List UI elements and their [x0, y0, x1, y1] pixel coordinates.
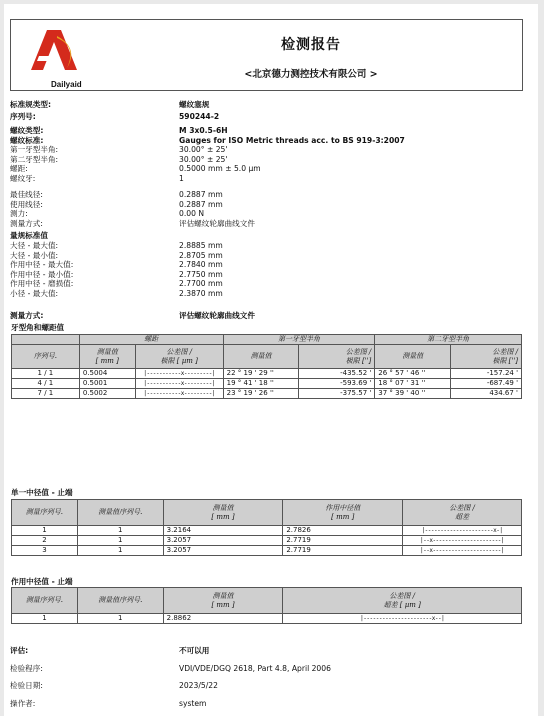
wire-info	[10, 190, 530, 228]
thread-info	[10, 126, 530, 184]
column-header: 测量值 [ mm ]	[163, 500, 283, 526]
table-cell: 2.8862	[163, 614, 283, 624]
field-value: 30.00° ± 25'	[179, 154, 228, 164]
tolerance-bar: |-----------x---------|	[135, 389, 223, 399]
table-cell: 3	[12, 546, 78, 556]
table-cell: -375.57 '	[299, 389, 375, 399]
table-cell: 434.67 '	[451, 389, 522, 399]
table-row	[12, 369, 522, 379]
tolerance-bar: |----------------------x--|	[283, 614, 522, 624]
field-value: 1	[179, 173, 184, 183]
info-row	[10, 660, 530, 678]
group-first-half-angle: 第一牙型半角	[223, 335, 375, 345]
thread-angle-pitch-table	[11, 334, 522, 399]
info-row	[10, 695, 530, 713]
table-cell: 1	[12, 614, 78, 624]
field-label: 检验日期:	[10, 681, 43, 690]
field-label: 螺纹牙:	[10, 173, 36, 183]
table-cell: 1	[77, 546, 163, 556]
evaluation-footer	[10, 642, 530, 712]
info-row	[10, 99, 530, 111]
column-header: 测量序列号.	[12, 588, 78, 614]
method-row	[10, 310, 530, 319]
gauge-standard	[10, 230, 530, 299]
info-row	[10, 209, 530, 219]
table-cell: -435.52 '	[299, 369, 375, 379]
column-header: 公差图 / 极限 ['']	[299, 345, 375, 369]
field-value: 590244-2	[179, 111, 220, 121]
table-cell: 18 ° 07 ' 31 ''	[375, 379, 451, 389]
table-cell: -593.69 '	[299, 379, 375, 389]
table-cell: 1	[12, 526, 78, 536]
table-cell: 1	[77, 614, 163, 624]
column-header: 测量值序列号.	[77, 500, 163, 526]
table-cell: 1 / 1	[12, 369, 80, 379]
report-header	[10, 19, 523, 91]
field-value: 0.2887 mm	[179, 199, 223, 209]
table-cell: 2.7719	[283, 546, 403, 556]
field-label: 使用线径:	[10, 199, 43, 209]
info-row	[10, 241, 530, 251]
field-value: VDI/VDE/DGQ 2618, Part 4.8, April 2006	[179, 663, 331, 673]
column-header: 公差图 / 超差 [ µm ]	[283, 588, 522, 614]
field-value: M 3x0.5-6H	[179, 126, 228, 135]
field-label: 螺纹类型:	[10, 126, 44, 135]
table-cell: 3.2057	[163, 536, 283, 546]
tolerance-bar: |----------------------x-|	[403, 526, 522, 536]
table-cell: 22 ° 19 ' 29 ''	[223, 369, 299, 379]
field-label: 测力:	[10, 209, 28, 219]
table2-title: 单一中径值 - 止端	[11, 488, 73, 497]
field-label: 检验程序:	[10, 663, 43, 673]
table-cell: 3.2164	[163, 526, 283, 536]
field-label: 大径 - 最大值:	[10, 241, 59, 250]
info-row	[10, 190, 530, 200]
table-row	[12, 546, 522, 556]
field-label: 测量方式:	[10, 218, 43, 228]
column-header: 测量值	[375, 345, 451, 369]
column-header: 作用中径值 [ mm ]	[283, 500, 403, 526]
field-label: 评估:	[10, 646, 29, 655]
info-row	[10, 260, 530, 270]
field-value: 2.7840 mm	[179, 260, 223, 270]
field-value: 2.8705 mm	[179, 250, 223, 260]
field-value: 螺纹塞规	[179, 100, 210, 109]
basic-info	[10, 99, 530, 122]
company-logo	[17, 26, 97, 89]
field-label: 作用中径 - 最大值:	[10, 260, 74, 270]
group-second-half-angle: 第二牙型半角	[375, 335, 522, 345]
tolerance-bar: |-----------x---------|	[135, 369, 223, 379]
field-label: 作用中径 - 磨损值:	[10, 279, 74, 289]
info-row	[10, 111, 530, 123]
tolerance-bar: |--x----------------------|	[403, 536, 522, 546]
field-label: 第一牙型半角:	[10, 145, 59, 155]
company-name: <北京德力测控技术有限公司 >	[244, 69, 378, 80]
field-label: 操作者:	[10, 698, 36, 708]
table-row	[12, 526, 522, 536]
table-row	[12, 389, 522, 399]
field-value: 2.7700 mm	[179, 279, 223, 289]
table3-title: 作用中径值 - 止端	[11, 577, 73, 586]
column-header: 公差图 / 极限 ['']	[451, 345, 522, 369]
field-value: 0.2887 mm	[179, 190, 223, 199]
table-cell: 3.2057	[163, 546, 283, 556]
field-value: 0.5000 mm ± 5.0 µm	[179, 164, 261, 174]
tolerance-bar: |--x----------------------|	[403, 546, 522, 556]
table-cell: 1	[77, 526, 163, 536]
info-row	[10, 126, 530, 136]
field-value: 不可以用	[179, 646, 210, 655]
info-row	[10, 289, 530, 299]
table-cell: 23 ° 19 ' 26 ''	[223, 389, 299, 399]
table1-title: 牙型角和螺距值	[11, 323, 65, 332]
method-label: 测量方式:	[10, 311, 44, 320]
table-row	[12, 536, 522, 546]
report-title: 检测报告	[281, 37, 341, 53]
field-label: 标准规类型:	[10, 100, 52, 109]
logo-text: Dailyaid	[51, 80, 82, 89]
table-cell: 4 / 1	[12, 379, 80, 389]
group-pitch: 螺距	[79, 335, 223, 345]
field-label: 序列号:	[10, 111, 36, 121]
tolerance-bar: |-----------x---------|	[135, 379, 223, 389]
gauge-standard-title: 量规标准值	[10, 231, 48, 240]
table-cell: -687.49 '	[451, 379, 522, 389]
field-value: 2.8885 mm	[179, 241, 223, 250]
method-value: 评估螺纹轮廓曲线文件	[179, 311, 255, 320]
info-row	[10, 251, 530, 261]
field-value: 0.00 N	[179, 209, 205, 219]
table-cell: 2	[12, 536, 78, 546]
info-row	[10, 145, 530, 155]
column-header: 测量值 [ mm ]	[79, 345, 135, 369]
field-label: 作用中径 - 最小值:	[10, 269, 74, 279]
table-cell: 0.5002	[79, 389, 135, 399]
info-row	[10, 219, 530, 229]
table-cell: 2.7826	[283, 526, 403, 536]
info-row	[10, 270, 530, 280]
column-header: 测量序列号.	[12, 500, 78, 526]
table-cell: 26 ° 57 ' 46 ''	[375, 369, 451, 379]
table-row	[12, 614, 522, 624]
table-cell: 2.7719	[283, 536, 403, 546]
field-value: 2023/5/22	[179, 681, 218, 690]
logo-mark-icon	[17, 26, 87, 78]
column-header: 序列号.	[12, 345, 80, 369]
column-header: 测量值	[223, 345, 299, 369]
info-row	[10, 174, 530, 184]
table-cell: 37 ° 39 ' 40 ''	[375, 389, 451, 399]
table-cell: 7 / 1	[12, 389, 80, 399]
info-row	[10, 164, 530, 174]
field-value: 2.7750 mm	[179, 269, 223, 279]
field-label: 最佳线径:	[10, 190, 43, 199]
single-pitch-diameter-table	[11, 499, 522, 556]
table-cell: 0.5004	[79, 369, 135, 379]
field-label: 小径 - 最大值:	[10, 288, 59, 298]
field-label: 第二牙型半角:	[10, 154, 59, 164]
field-label: 大径 - 最小值:	[10, 250, 59, 260]
info-row	[10, 677, 530, 695]
field-label: 螺纹标准:	[10, 135, 44, 145]
column-header: 公差图 / 超差	[403, 500, 522, 526]
column-header: 公差图 / 极限 [ µm ]	[135, 345, 223, 369]
table-cell: 1	[77, 536, 163, 546]
field-value: 30.00° ± 25'	[179, 145, 228, 155]
table-cell: 0.5001	[79, 379, 135, 389]
column-header: 测量值 [ mm ]	[163, 588, 283, 614]
info-row	[10, 136, 530, 146]
info-row	[10, 642, 530, 660]
field-value: system	[179, 698, 207, 708]
report-page	[4, 4, 538, 716]
table-cell: 19 ° 41 ' 18 ''	[223, 379, 299, 389]
field-value: Gauges for ISO Metric threads acc. to BS 919-3:2007	[179, 135, 405, 145]
virtual-pitch-diameter-table	[11, 587, 522, 624]
info-row	[10, 279, 530, 289]
table-cell: -157.24 '	[451, 369, 522, 379]
info-row	[10, 155, 530, 165]
column-header: 测量值序列号.	[77, 588, 163, 614]
field-value: 2.3870 mm	[179, 288, 223, 298]
info-row	[10, 200, 530, 210]
table-row	[12, 379, 522, 389]
field-label: 螺距:	[10, 164, 28, 174]
field-value: 评估螺纹轮廓曲线文件	[179, 218, 255, 228]
